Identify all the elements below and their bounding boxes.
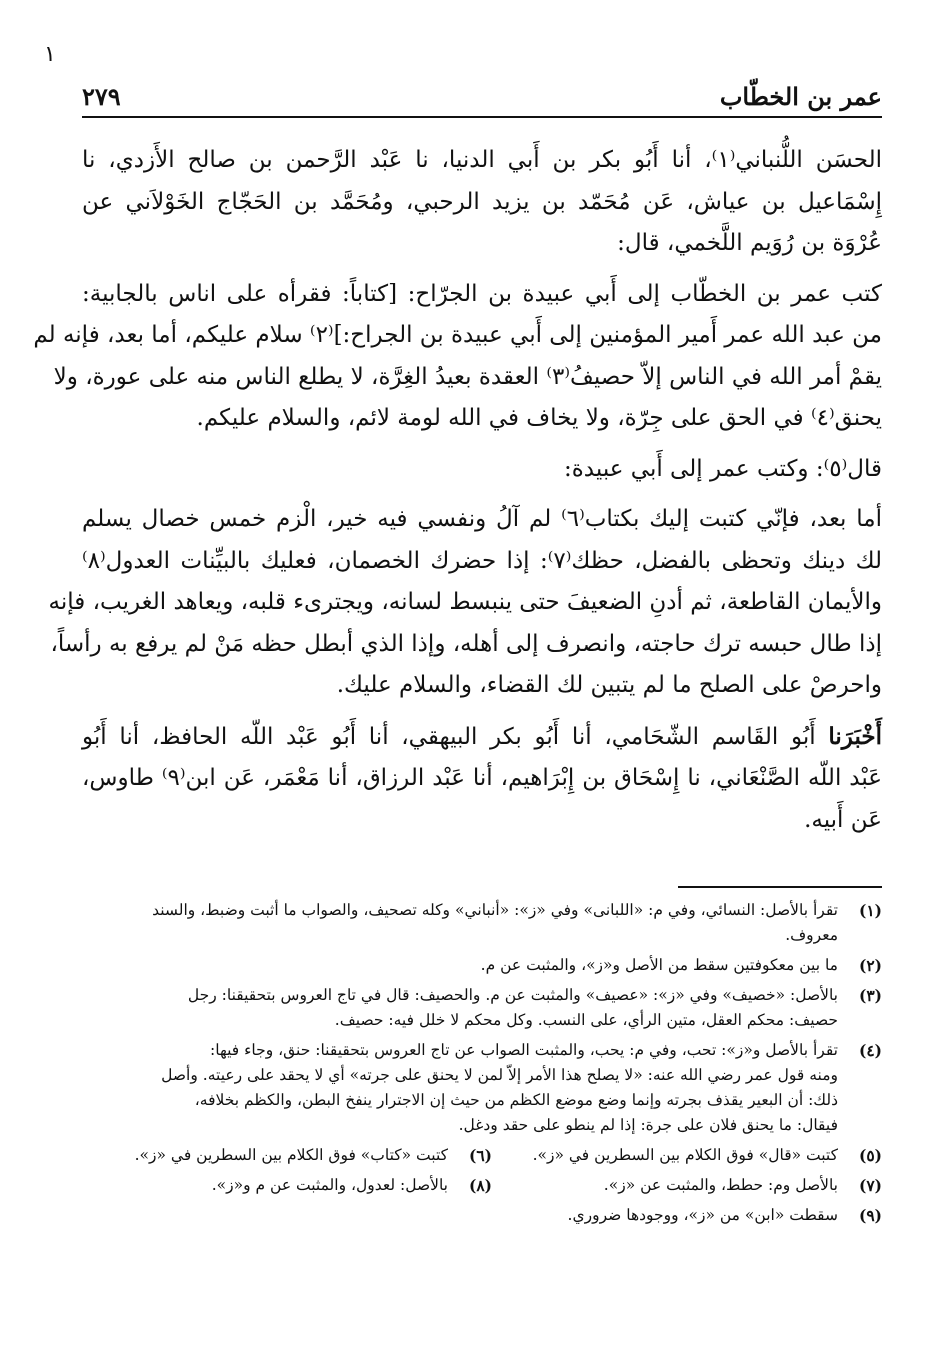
footnote-text: كتبت «قال» فوق الكلام بين السطرين في «ز». [532,1146,838,1164]
footnote-number: (٨) [468,1176,492,1195]
footnote-number: (٢) [858,956,882,975]
text-line: إذا طال حبسه ترك حاجته، وانصرف إلى أهله، وإذا الذي أبطل حظه مَنْ لم يرفع به رأساً، [50,630,882,657]
text-line: يقمْ أمر الله في الناس إلاّ حصيفُ⁽٣⁾ العقدة بعيدُ الغِرَّة، لا يطلع الناس منه على عورة، ولا [53,363,882,390]
text-line: عُرْوَة بن رُوَيم اللَّخمي، قال: [617,230,882,256]
footnote [82,1203,882,1228]
text-line: لك دينك وتحظى بالفضل، حظك⁽٧⁾: إذا حضرك الخصمان، فعليك بالبيِّنات العدول⁽٨⁾ [82,547,883,574]
running-title: عمر بن الخطّاب [719,82,882,111]
text-line: من عبد الله عمر أَمير المؤمنين إلى أَبي عبيدة بن الجراح:]⁽٢⁾ سلام عليكم، أما بعد، فإنه لم [33,322,882,348]
footnote-line: تقرأ بالأصل: النسائي، وفي م: «اللبانى» وفي «ز»: «أنباني» وكله تصحيف، والصواب ما أثبت وضبط، والسند [152,901,838,919]
text-line: عَبْد اللّه الصَّنْعَاني، نا إِسْحَاق بن إِبْرَاهيم، أنا عَبْد الرزاق، أنا مَعْمَر، عَن ابن⁽٩⁾ طاوس، [82,765,882,791]
footnote-number: (٤) [858,1041,882,1060]
text-line [82,716,882,759]
footnote-line: تقرأ بالأصل و«ز»: تحب، وفي م: يحب، والمثبت الصواب عن تاج العروس بتحقيقنا: حنق، وجاء فيها: [210,1041,838,1059]
text-line: كتب عمر بن الخطّاب إلى أَبي عبيدة بن الجرّاح: [كتاباً: فقرأه على اناس بالجابية: [82,280,882,307]
footnotes [82,898,882,1233]
paragraph-isnad-2 [82,716,882,842]
footnote-text: بالأصل وم: حطط، والمثبت عن «ز». [603,1176,838,1194]
text-line: الحسَن اللُّنباني⁽١⁾، أنا أَبُو بكر بن أَبي الدنيا، نا عَبْد الرَّحمن بن صالح الأَزدي، نا [82,147,882,173]
footnote-line: بالأصل: «خصيف» وفي «ز»: «عصيف» والمثبت عن م. والحصيف: قال في تاج العروس بتحقيقنا: رجل [187,986,838,1004]
footnote-text: سقطت «ابن» من «ز»، ووجودها ضروري. [567,1206,838,1224]
text-line: أما بعد، فإنّي كتبت إليك بكتاب⁽٦⁾ لم آلُ ونفسي فيه خير، الْزم خمس خصال يسلم [82,506,882,532]
footnote-pair [82,1143,882,1168]
lead-word: أَخْبَرَنا [828,722,882,750]
text-line: واحرصْ على الصلح ما لم يتبين لك القضاء، والسلام عليك. [336,672,882,698]
footnote-separator [678,886,882,888]
footnote-number: (٦) [468,1146,492,1165]
footnote [82,898,882,948]
footnote-text: بالأصل: لعدول، والمثبت عن م و«ز». [211,1176,448,1194]
footnote-pair [82,1173,882,1198]
footnote-line: حصيف: محكم العقل، متين الرأي، على النسب. وكل محكم لا خلل فيه: حصيف. [334,1011,838,1029]
text-line: والأيمان القاطعة، ثم أدنِ الضعيفَ حتى ينبسط لسانه، ويجترىء قلبه، ويعاهد الغريب، فإنه [48,589,882,615]
page-corner-mark: ١ [44,42,56,67]
footnote-number: (٣) [858,986,882,1005]
paragraph-intro-2 [82,449,882,491]
footnote-line: فيقال: ما يحنق فلان على جرة: إذا لم ينطو على حقد ودغل. [458,1116,838,1134]
text-line: عَن أَبيه. [804,806,882,833]
footnote-line: ومنه قول عمر رضي الله عنه: «لا يصلح هذا الأمر إلاّ لمن لا يحنق على جرته» أي لا يحقد على رعيته. وأصل [161,1066,838,1084]
footnote-number: (٩) [858,1206,882,1225]
footnote [82,953,882,978]
text-line: يحنق⁽٤⁾ في الحق على جِرّة، ولا يخاف في الله لومة لائم، والسلام عليكم. [196,405,882,431]
text-line: قال⁽٥⁾: وكتب عمر إلى أَبي عبيدة: [564,455,882,482]
footnote-line: معروف. [785,926,838,944]
footnote-line: ذلك: أن البعير يقذف بجرته وإنما وضع موضع الكظم من حيث إن الاجترار ينفخ البطن، والكظم بخلافه، [194,1091,838,1109]
paragraph-letter-2 [48,499,883,707]
footnote-text: كتبت «كتاب» فوق الكلام بين السطرين في «ز». [134,1146,448,1164]
footnote-number: (٧) [858,1176,882,1195]
footnote [82,1038,882,1138]
footnote-line: ما بين معكوفتين سقط من الأصل و«ز»، والمثبت عن م. [480,956,838,974]
footnote-number: (٥) [858,1146,882,1165]
text-line: إِسْمَاعيل بن عياش، عَن مُحَمّد بن يزيد الرحبي، ومُحَمَّد بن الحَجّاج الخَوْلاَني عن [82,188,882,215]
paragraph-letter-1 [33,274,882,440]
footnote-number: (١) [858,901,882,920]
running-header [82,76,882,118]
text-line-rest: أَبُو القَاسم الشّحَامي، أنا أَبُو بكر البيهقي، أنا أَبُو عَبْد اللّه الحافظ، أنا أَبُو [82,723,829,750]
page-number: ٢٧٩ [82,82,121,111]
main-text [33,140,883,850]
footnote [82,983,882,1033]
paragraph-isnad [82,140,882,265]
